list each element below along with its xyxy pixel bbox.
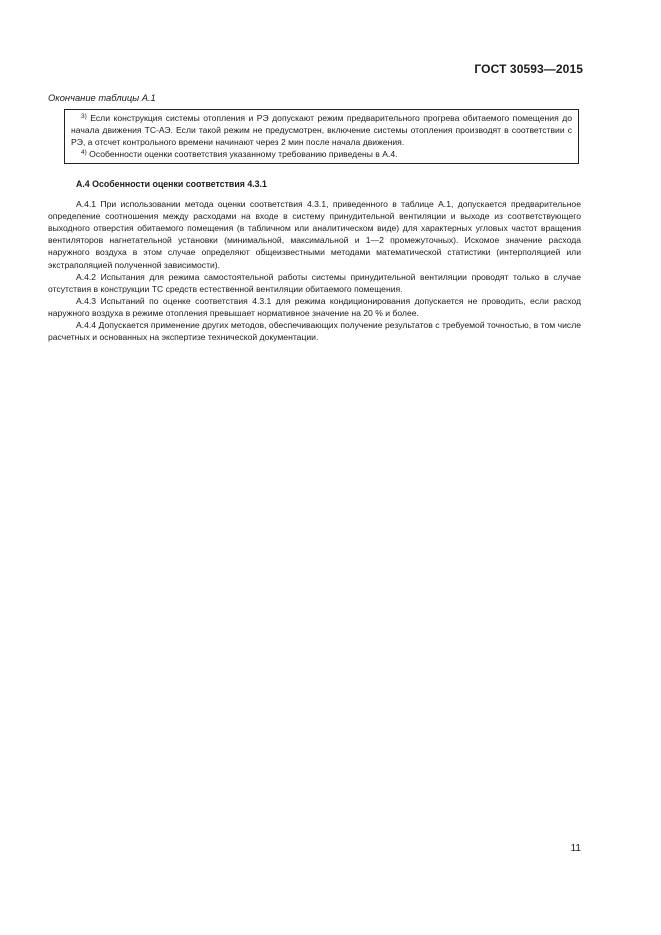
section-heading: А.4 Особенности оценки соответствия 4.3.1 xyxy=(76,179,267,189)
paragraph: А.4.3 Испытаний по оценке соответствия 4.3.1 для режима кондиционирования допускается не проводить, если расход наружного воздуха в режиме отопления превышает нормативное значение на 20 % и более. xyxy=(48,295,581,318)
note-text: Если конструкция системы отопления и РЭ допускают режим предварительного прогрева обитаемого помещения до начала движения ТС-АЭ. Если такой режим не предусмотрен, включение системы отопления производят в соответствии с РЭ, а отсчет контрольного времени начинают через 2 мин после начала движения. xyxy=(71,113,572,147)
paragraph: А.4.1 При использовании метода оценки соответствия 4.3.1, приведенного в таблице А.1, допускается предварительное определение соотношения между расходами на входе в систему принудительной вентиляции и выходе из соответствующего выходного отверстия обитаемого помещения (в табличном или аналитическом виде) для характерных угловых частот вращения вентиляторов нагнетательной установки (минимальной, максимальной и 1—2 промежуточных). Искомое значение расхода наружного воздуха в этом случае определяют общеизвестными методами математической статистики (интерполяцией или экстраполяцией полученной зависимости). xyxy=(48,199,581,270)
page-number: 11 xyxy=(570,843,581,854)
note-text: Особенности оценки соответствия указанному требованию приведены в А.4. xyxy=(89,149,398,159)
table-note xyxy=(71,112,572,148)
section-a4 xyxy=(48,178,581,343)
paragraph: А.4.2 Испытания для режима самостоятельной работы системы принудительной вентиляции проводят только в случае отсутствия в конструкции ТС средств естественной вентиляции обитаемого помещения. xyxy=(48,271,581,294)
note-marker: 3) xyxy=(81,113,87,120)
document-code: ГОСТ 30593—2015 xyxy=(474,62,583,76)
table-caption: Окончание таблицы А.1 xyxy=(48,92,156,103)
note-marker: 4) xyxy=(81,149,87,156)
paragraph: А.4.4 Допускается применение других методов, обеспечивающих получение результатов с требуемой точностью, в том числе расчетных и основанных на экспертизе технической документации. xyxy=(48,320,581,343)
table-notes-box xyxy=(64,109,579,164)
table-note xyxy=(71,148,572,160)
